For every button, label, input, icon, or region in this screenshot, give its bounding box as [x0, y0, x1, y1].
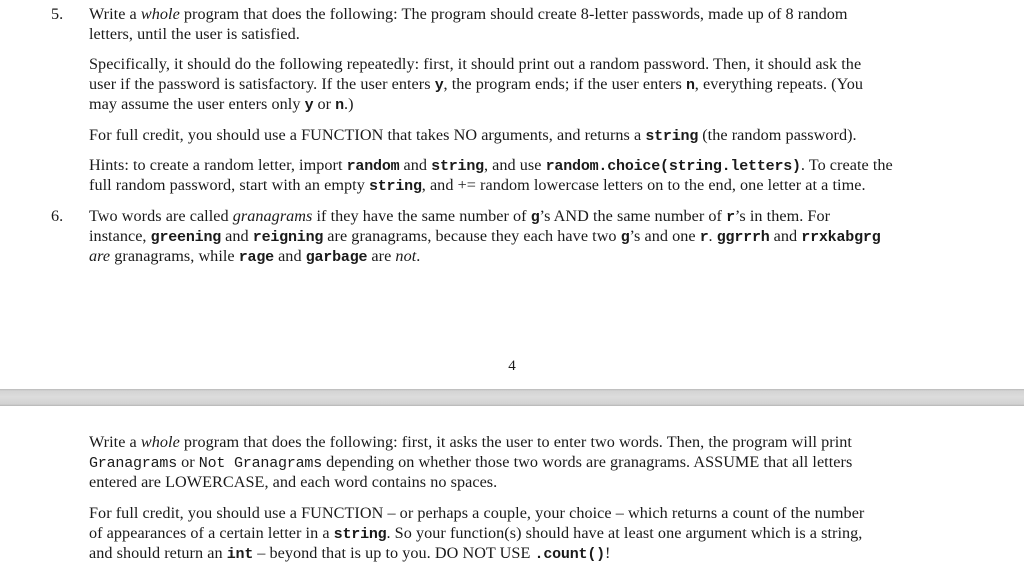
- code-granagrams: Granagrams: [89, 455, 178, 472]
- question-6-task-line-3: entered are LOWERCASE, and each word contains no spaces.: [89, 473, 498, 491]
- question-5-number: 5.: [51, 5, 64, 23]
- question-6-credit-line-2: of appearances of a certain letter in a string. So your function(s) should have at least one argument which is a string,: [89, 524, 863, 543]
- emphasis-granagrams: granagrams: [232, 207, 313, 225]
- code-not-granagrams: Not Granagrams: [198, 455, 323, 472]
- code-string: string: [645, 128, 699, 145]
- question-5-hints-line-1: Hints: to create a random letter, import random and string, and use random.choice(string.letters). To create the: [89, 156, 893, 175]
- emphasis-not: not: [395, 247, 417, 265]
- question-6-definition-line-2: instance, greening and reigning are granagrams, because they each have two g’s and one r. ggrrrh and rrxkabgrg: [89, 227, 881, 246]
- code-garbage: garbage: [305, 249, 368, 266]
- question-6-credit-line-3: and should return an int – beyond that is up to you. DO NOT USE .count()!: [89, 544, 611, 563]
- code-y: y: [304, 97, 314, 114]
- emphasis-whole: whole: [140, 5, 180, 23]
- document-page-5: [0, 406, 1024, 574]
- question-5-specifically-line-1: Specifically, it should do the following repeatedly: first, it should print out a random password. Then, it should ask the: [89, 55, 862, 73]
- code-string: string: [431, 158, 484, 175]
- question-5-credit: For full credit, you should use a FUNCTION that takes NO arguments, and returns a string (the random password).: [89, 126, 857, 145]
- code-ggrrrh: ggrrrh: [716, 229, 770, 246]
- code-rage: rage: [238, 249, 274, 266]
- code-rrxkabgrg: rrxkabgrg: [801, 229, 881, 246]
- code-y: y: [434, 77, 444, 94]
- question-6-definition-line-1: Two words are called granagrams if they have the same number of g’s AND the same number of r’s in them. For: [89, 207, 831, 226]
- code-g: g: [530, 209, 540, 226]
- question-5-intro-line-2: letters, until the user is satisfied.: [89, 25, 300, 43]
- code-random-choice: random.choice(string.letters): [545, 158, 801, 175]
- code-r: r: [726, 209, 735, 226]
- question-6-task-line-2: Granagrams or Not Granagrams depending on whether those two words are granagrams. ASSUME that all letters: [89, 453, 853, 472]
- page-number: 4: [508, 358, 516, 374]
- question-5-specifically-line-2: user if the password is satisfactory. If the user enters y, the program ends; if the user enters n, everything repeats. (You: [89, 75, 864, 94]
- code-string: string: [333, 526, 387, 543]
- code-g: g: [620, 229, 630, 246]
- code-int: int: [226, 546, 254, 563]
- question-6-task-line-1: Write a whole program that does the following: first, it asks the user to enter two words. Then, the program will print: [89, 433, 852, 451]
- code-reigning: reigning: [252, 229, 324, 246]
- code-random: random: [346, 158, 400, 175]
- question-5-intro-line-1: Write a whole program that does the following: The program should create 8-letter passwords, made up of 8 random: [89, 5, 848, 23]
- question-5-specifically-line-3: may assume the user enters only y or n.): [89, 95, 354, 114]
- code-n: n: [335, 97, 344, 114]
- emphasis-are: are: [89, 247, 111, 265]
- emphasis-whole: whole: [140, 433, 180, 451]
- question-5-hints-line-2: full random password, start with an empty string, and += random lowercase letters on to the end, one letter at a time.: [89, 176, 866, 195]
- question-6-definition-line-3: are granagrams, while rage and garbage are not.: [89, 247, 421, 266]
- question-6-credit-line-1: For full credit, you should use a FUNCTION – or perhaps a couple, your choice – which returns a count of the number: [89, 504, 865, 522]
- code-r: r: [699, 229, 709, 246]
- page-break-separator: [0, 389, 1024, 406]
- question-6-number: 6.: [51, 207, 64, 225]
- code-string: string: [368, 178, 422, 195]
- code-n: n: [685, 77, 695, 94]
- code-greening: greening: [150, 229, 222, 246]
- code-count-method: .count(): [534, 546, 605, 563]
